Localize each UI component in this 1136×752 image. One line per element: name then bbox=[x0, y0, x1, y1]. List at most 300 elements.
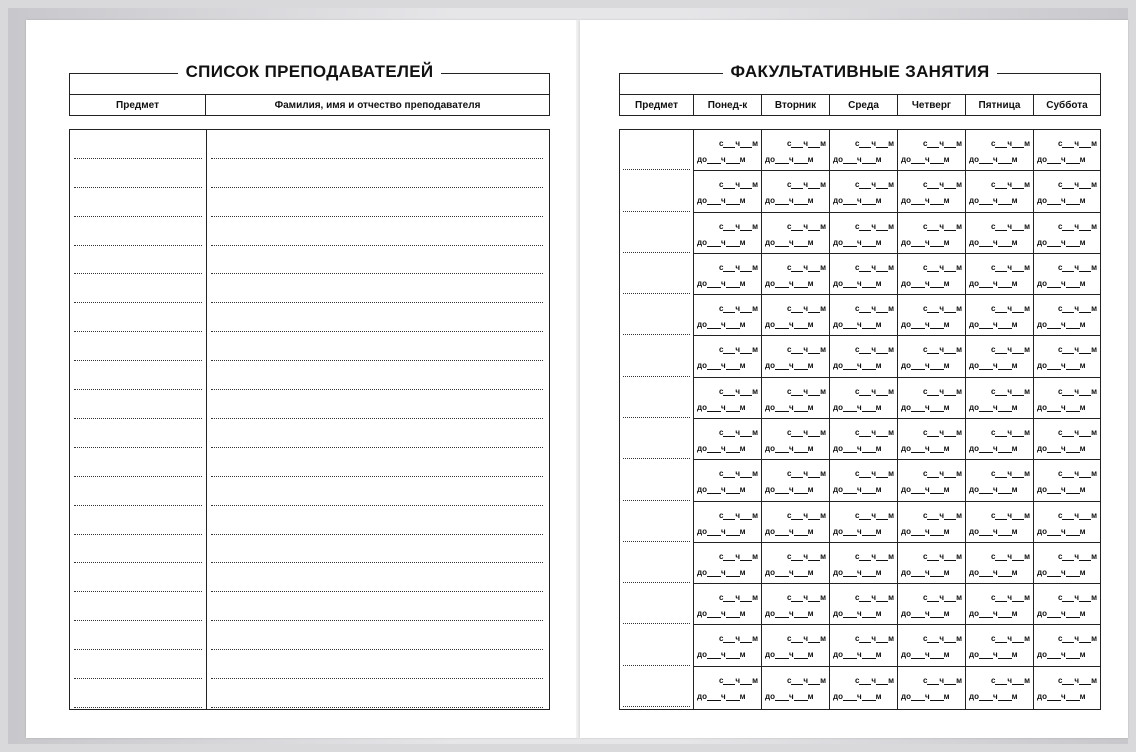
time-to-line: до ч м bbox=[901, 609, 950, 619]
time-slot bbox=[694, 543, 761, 584]
column-subject: Предмет bbox=[620, 95, 694, 115]
time-from-line: с ч м bbox=[1057, 221, 1097, 231]
time-to-line: до ч м bbox=[697, 691, 746, 701]
time-from-line: с ч м bbox=[718, 428, 758, 437]
time-slot bbox=[966, 213, 1033, 254]
time-to-line: до ч м bbox=[969, 650, 1018, 660]
time-from-line: с ч м bbox=[922, 634, 962, 644]
time-from-line: с ч м bbox=[718, 551, 758, 561]
time-from-line: с ч м bbox=[922, 180, 962, 190]
time-to-line: до ч м bbox=[1037, 196, 1086, 206]
time-to-line: до ч м bbox=[697, 155, 746, 164]
day-column-thursday bbox=[898, 130, 966, 709]
time-slot bbox=[694, 336, 761, 377]
subject-line bbox=[623, 665, 690, 666]
time-from-line: с ч м bbox=[854, 634, 894, 644]
time-slot bbox=[762, 502, 829, 543]
time-to-line: до ч м bbox=[765, 155, 814, 164]
time-slot bbox=[694, 254, 761, 295]
time-slot bbox=[1034, 130, 1100, 171]
time-to-line: до ч м bbox=[833, 567, 882, 577]
time-slot bbox=[966, 130, 1033, 171]
time-from-line: с ч м bbox=[786, 139, 826, 148]
time-to-line: до ч м bbox=[833, 650, 882, 660]
time-to-line: до ч м bbox=[765, 609, 814, 619]
time-from-line: с ч м bbox=[786, 386, 826, 396]
teacher-row bbox=[70, 419, 549, 448]
time-slot bbox=[1034, 213, 1100, 254]
time-slot bbox=[1034, 419, 1100, 460]
time-from-line: с ч м bbox=[854, 345, 894, 355]
time-from-line: с ч м bbox=[718, 469, 758, 479]
time-to-line: до ч м bbox=[833, 485, 882, 495]
time-to-line: до ч м bbox=[833, 278, 882, 288]
time-from-line: с ч м bbox=[718, 262, 758, 272]
time-from-line: с ч м bbox=[786, 221, 826, 231]
teachers-title-wrap bbox=[70, 62, 549, 82]
teacher-row bbox=[70, 535, 549, 564]
time-to-line: до ч м bbox=[969, 196, 1018, 206]
time-slot bbox=[898, 460, 965, 501]
time-slot bbox=[830, 419, 897, 460]
time-slot bbox=[830, 378, 897, 419]
time-to-line: до ч м bbox=[697, 650, 746, 660]
time-from-line: с ч м bbox=[786, 304, 826, 314]
teacher-row bbox=[70, 217, 549, 246]
time-from-line: с ч м bbox=[990, 634, 1030, 644]
time-slot bbox=[762, 213, 829, 254]
time-from-line: с ч м bbox=[990, 510, 1030, 520]
time-slot bbox=[830, 667, 897, 708]
time-from-line: с ч м bbox=[854, 593, 894, 603]
time-slot bbox=[1034, 171, 1100, 212]
time-slot bbox=[898, 502, 965, 543]
time-from-line: с ч м bbox=[990, 180, 1030, 190]
time-from-line: с ч м bbox=[1057, 304, 1097, 314]
time-slot bbox=[966, 625, 1033, 666]
time-to-line: до ч м bbox=[1037, 650, 1086, 660]
time-slot bbox=[762, 171, 829, 212]
time-slot bbox=[898, 378, 965, 419]
time-slot bbox=[694, 130, 761, 171]
time-from-line: с ч м bbox=[922, 428, 962, 437]
time-slot bbox=[762, 295, 829, 336]
time-from-line: с ч м bbox=[786, 180, 826, 190]
time-from-line: с ч м bbox=[1057, 675, 1097, 685]
time-to-line: до ч м bbox=[901, 196, 950, 206]
teacher-row bbox=[70, 592, 549, 621]
time-slot bbox=[1034, 584, 1100, 625]
time-from-line: с ч м bbox=[786, 469, 826, 479]
time-to-line: до ч м bbox=[833, 402, 882, 412]
time-to-line: до ч м bbox=[833, 526, 882, 536]
time-slot bbox=[830, 295, 897, 336]
time-slot bbox=[898, 584, 965, 625]
time-to-line: до ч м bbox=[697, 278, 746, 288]
time-to-line: до ч м bbox=[833, 691, 882, 701]
time-slot bbox=[762, 254, 829, 295]
time-from-line: с ч м bbox=[922, 221, 962, 231]
time-from-line: с ч м bbox=[786, 510, 826, 520]
electives-title: ФАКУЛЬТАТИВНЫЕ ЗАНЯТИЯ bbox=[723, 62, 998, 81]
time-slot bbox=[1034, 295, 1100, 336]
subject-line bbox=[623, 376, 690, 377]
teacher-name-line bbox=[211, 707, 543, 708]
time-to-line: до ч м bbox=[1037, 485, 1086, 495]
time-to-line: до ч м bbox=[765, 526, 814, 536]
time-slot bbox=[898, 254, 965, 295]
day-column-monday bbox=[694, 130, 762, 709]
time-from-line: с ч м bbox=[1057, 428, 1097, 437]
time-slot bbox=[830, 584, 897, 625]
time-to-line: до ч м bbox=[1037, 567, 1086, 577]
time-slot bbox=[762, 625, 829, 666]
time-from-line: с ч м bbox=[854, 221, 894, 231]
time-to-line: до ч м bbox=[901, 526, 950, 536]
time-to-line: до ч м bbox=[969, 320, 1018, 330]
time-slot bbox=[830, 625, 897, 666]
time-to-line: до ч м bbox=[969, 609, 1018, 619]
time-slot bbox=[966, 378, 1033, 419]
time-from-line: с ч м bbox=[854, 551, 894, 561]
time-from-line: с ч м bbox=[922, 593, 962, 603]
time-to-line: до ч м bbox=[833, 609, 882, 619]
time-slot bbox=[966, 295, 1033, 336]
time-to-line: до ч м bbox=[1037, 278, 1086, 288]
time-to-line: до ч м bbox=[1037, 237, 1086, 247]
column-saturday: Суббота bbox=[1046, 99, 1088, 111]
time-from-line: с ч м bbox=[854, 469, 894, 479]
teacher-row bbox=[70, 390, 549, 419]
teacher-row bbox=[70, 246, 549, 275]
time-to-line: до ч м bbox=[697, 361, 746, 371]
time-slot bbox=[966, 419, 1033, 460]
time-slot bbox=[898, 171, 965, 212]
subject-line bbox=[623, 706, 690, 707]
time-slot bbox=[762, 460, 829, 501]
teacher-row bbox=[70, 361, 549, 390]
time-from-line: с ч м bbox=[1057, 386, 1097, 396]
time-from-line: с ч м bbox=[786, 593, 826, 603]
subject-column bbox=[620, 130, 694, 709]
time-slot bbox=[694, 667, 761, 708]
column-teacher-name: Фамилия, имя и отчество преподавателя bbox=[274, 99, 481, 111]
time-slot bbox=[1034, 502, 1100, 543]
time-from-line: с ч м bbox=[718, 386, 758, 396]
teacher-row bbox=[70, 275, 549, 304]
column-thursday: Четверг bbox=[898, 95, 966, 115]
time-from-line: с ч м bbox=[1057, 345, 1097, 355]
time-to-line: до ч м bbox=[901, 650, 950, 660]
time-to-line: до ч м bbox=[765, 196, 814, 206]
time-slot bbox=[1034, 543, 1100, 584]
time-from-line: с ч м bbox=[922, 262, 962, 272]
time-slot bbox=[1034, 625, 1100, 666]
time-slot bbox=[762, 543, 829, 584]
time-from-line: с ч м bbox=[718, 675, 758, 685]
time-from-line: с ч м bbox=[718, 345, 758, 355]
time-to-line: до ч м bbox=[901, 361, 950, 371]
time-from-line: с ч м bbox=[854, 139, 894, 148]
subject-line bbox=[623, 417, 690, 418]
time-to-line: до ч м bbox=[833, 237, 882, 247]
time-to-line: до ч м bbox=[969, 485, 1018, 495]
time-from-line: с ч м bbox=[990, 139, 1030, 148]
time-slot bbox=[830, 502, 897, 543]
time-from-line: с ч м bbox=[922, 551, 962, 561]
time-slot bbox=[898, 419, 965, 460]
time-from-line: с ч м bbox=[922, 675, 962, 685]
subject-line bbox=[623, 582, 690, 583]
subject-line bbox=[74, 707, 202, 708]
column-subject: Предмет bbox=[70, 95, 206, 115]
time-slot bbox=[830, 336, 897, 377]
time-from-line: с ч м bbox=[990, 386, 1030, 396]
time-slot bbox=[1034, 378, 1100, 419]
time-from-line: с ч м bbox=[990, 469, 1030, 479]
time-slot bbox=[694, 584, 761, 625]
time-slot bbox=[966, 254, 1033, 295]
time-from-line: с ч м bbox=[922, 510, 962, 520]
time-slot bbox=[1034, 667, 1100, 708]
day-column-saturday bbox=[1034, 130, 1100, 709]
teacher-row bbox=[70, 650, 549, 679]
time-to-line: до ч м bbox=[833, 320, 882, 330]
teachers-header bbox=[69, 62, 550, 116]
time-from-line: с ч м bbox=[718, 593, 758, 603]
time-from-line: с ч м bbox=[990, 428, 1030, 437]
time-to-line: до ч м bbox=[765, 691, 814, 701]
teacher-row bbox=[70, 448, 549, 477]
right-page bbox=[580, 20, 1128, 738]
subject-line bbox=[623, 541, 690, 542]
column-friday: Пятница bbox=[966, 95, 1034, 115]
time-from-line: с ч м bbox=[718, 180, 758, 190]
time-slot bbox=[694, 419, 761, 460]
time-to-line: до ч м bbox=[969, 155, 1018, 164]
time-to-line: до ч м bbox=[765, 485, 814, 495]
time-slot bbox=[830, 254, 897, 295]
time-to-line: до ч м bbox=[697, 402, 746, 412]
subject-line bbox=[623, 211, 690, 212]
time-from-line: с ч м bbox=[786, 262, 826, 272]
time-from-line: с ч м bbox=[854, 262, 894, 272]
time-slot bbox=[694, 460, 761, 501]
time-from-line: с ч м bbox=[1057, 551, 1097, 561]
time-to-line: до ч м bbox=[697, 444, 746, 453]
time-to-line: до ч м bbox=[901, 485, 950, 495]
time-from-line: с ч м bbox=[922, 304, 962, 314]
time-to-line: до ч м bbox=[901, 237, 950, 247]
time-from-line: с ч м bbox=[854, 510, 894, 520]
time-to-line: до ч м bbox=[765, 278, 814, 288]
time-slot bbox=[762, 667, 829, 708]
teachers-table bbox=[69, 129, 550, 710]
time-from-line: с ч м bbox=[1057, 510, 1097, 520]
time-to-line: до ч м bbox=[833, 444, 882, 453]
electives-header bbox=[619, 62, 1101, 116]
time-slot bbox=[830, 460, 897, 501]
time-from-line: с ч м bbox=[1057, 469, 1097, 479]
time-slot bbox=[830, 213, 897, 254]
time-slot bbox=[898, 625, 965, 666]
time-slot bbox=[762, 419, 829, 460]
time-to-line: до ч м bbox=[765, 361, 814, 371]
teacher-row bbox=[70, 159, 549, 188]
subject-line bbox=[623, 334, 690, 335]
teacher-row bbox=[70, 621, 549, 650]
teacher-row bbox=[70, 564, 549, 593]
time-to-line: до ч м bbox=[969, 526, 1018, 536]
teacher-row bbox=[70, 303, 549, 332]
day-column-wednesday bbox=[830, 130, 898, 709]
time-from-line: с ч м bbox=[922, 386, 962, 396]
time-slot bbox=[966, 667, 1033, 708]
time-to-line: до ч м bbox=[901, 278, 950, 288]
teacher-row bbox=[70, 506, 549, 535]
time-to-line: до ч м bbox=[1037, 526, 1086, 536]
column-tuesday: Вторник bbox=[762, 95, 830, 115]
time-to-line: до ч м bbox=[697, 526, 746, 536]
time-to-line: до ч м bbox=[901, 444, 950, 453]
time-to-line: до ч м bbox=[833, 155, 882, 164]
time-to-line: до ч м bbox=[697, 609, 746, 619]
time-from-line: с ч м bbox=[990, 221, 1030, 231]
time-to-line: до ч м bbox=[1037, 155, 1086, 164]
time-from-line: с ч м bbox=[922, 469, 962, 479]
time-slot bbox=[898, 295, 965, 336]
time-slot bbox=[762, 336, 829, 377]
subject-line bbox=[623, 252, 690, 253]
notebook-spread bbox=[8, 8, 1128, 744]
time-from-line: с ч м bbox=[718, 139, 758, 148]
time-from-line: с ч м bbox=[922, 139, 962, 148]
time-slot bbox=[694, 378, 761, 419]
time-slot bbox=[694, 625, 761, 666]
time-to-line: до ч м bbox=[1037, 402, 1086, 412]
time-to-line: до ч м bbox=[1037, 320, 1086, 330]
time-from-line: с ч м bbox=[786, 675, 826, 685]
time-slot bbox=[898, 667, 965, 708]
time-slot bbox=[1034, 336, 1100, 377]
time-to-line: до ч м bbox=[901, 691, 950, 701]
subject-line bbox=[623, 458, 690, 459]
time-to-line: до ч м bbox=[697, 567, 746, 577]
time-to-line: до ч м bbox=[697, 320, 746, 330]
time-from-line: с ч м bbox=[854, 428, 894, 437]
subject-line bbox=[623, 623, 690, 624]
time-from-line: с ч м bbox=[718, 304, 758, 314]
time-slot bbox=[898, 130, 965, 171]
time-slot bbox=[694, 295, 761, 336]
electives-columns bbox=[620, 94, 1100, 115]
time-to-line: до ч м bbox=[969, 402, 1018, 412]
electives-table bbox=[619, 129, 1101, 710]
time-from-line: с ч м bbox=[1057, 593, 1097, 603]
time-slot bbox=[1034, 460, 1100, 501]
time-to-line: до ч м bbox=[901, 155, 950, 164]
time-to-line: до ч м bbox=[765, 320, 814, 330]
time-to-line: до ч м bbox=[969, 691, 1018, 701]
time-from-line: с ч м bbox=[1057, 180, 1097, 190]
time-to-line: до ч м bbox=[697, 237, 746, 247]
time-from-line: с ч м bbox=[990, 675, 1030, 685]
time-slot bbox=[966, 502, 1033, 543]
time-slot bbox=[830, 171, 897, 212]
day-column-friday bbox=[966, 130, 1034, 709]
time-from-line: с ч м bbox=[786, 428, 826, 437]
time-to-line: до ч м bbox=[1037, 691, 1086, 701]
teacher-row bbox=[70, 679, 549, 708]
time-from-line: с ч м bbox=[786, 345, 826, 355]
time-to-line: до ч м bbox=[901, 567, 950, 577]
time-slot bbox=[762, 378, 829, 419]
time-to-line: до ч м bbox=[969, 567, 1018, 577]
time-to-line: до ч м bbox=[901, 402, 950, 412]
time-to-line: до ч м bbox=[969, 278, 1018, 288]
time-to-line: до ч м bbox=[1037, 444, 1086, 453]
teacher-row bbox=[70, 188, 549, 217]
time-slot bbox=[966, 543, 1033, 584]
time-to-line: до ч м bbox=[1037, 609, 1086, 619]
time-from-line: с ч м bbox=[990, 304, 1030, 314]
time-slot bbox=[966, 171, 1033, 212]
time-from-line: с ч м bbox=[1057, 262, 1097, 272]
day-column-tuesday bbox=[762, 130, 830, 709]
time-from-line: с ч м bbox=[718, 634, 758, 644]
time-slot bbox=[762, 584, 829, 625]
time-slot bbox=[898, 543, 965, 584]
time-from-line: с ч м bbox=[718, 221, 758, 231]
time-to-line: до ч м bbox=[1037, 361, 1086, 371]
subject-line bbox=[623, 169, 690, 170]
time-from-line: с ч м bbox=[1057, 634, 1097, 644]
time-slot bbox=[898, 213, 965, 254]
time-to-line: до ч м bbox=[901, 320, 950, 330]
subject-line bbox=[623, 500, 690, 501]
time-slot bbox=[898, 336, 965, 377]
teacher-row bbox=[70, 477, 549, 506]
time-to-line: до ч м bbox=[833, 196, 882, 206]
time-from-line: с ч м bbox=[990, 345, 1030, 355]
time-from-line: с ч м bbox=[854, 304, 894, 314]
time-to-line: до ч м bbox=[765, 650, 814, 660]
time-slot bbox=[694, 171, 761, 212]
time-from-line: с ч м bbox=[854, 675, 894, 685]
time-to-line: до ч м bbox=[969, 361, 1018, 371]
time-to-line: до ч м bbox=[833, 361, 882, 371]
time-from-line: с ч м bbox=[990, 551, 1030, 561]
time-from-line: с ч м bbox=[990, 593, 1030, 603]
teacher-row bbox=[70, 332, 549, 361]
time-slot bbox=[694, 213, 761, 254]
time-slot bbox=[966, 584, 1033, 625]
time-slot bbox=[1034, 254, 1100, 295]
time-to-line: до ч м bbox=[765, 567, 814, 577]
left-page bbox=[26, 20, 578, 738]
teacher-row bbox=[70, 130, 549, 159]
time-slot bbox=[762, 130, 829, 171]
time-to-line: до ч м bbox=[765, 402, 814, 412]
time-from-line: с ч м bbox=[990, 262, 1030, 272]
time-slot bbox=[694, 502, 761, 543]
time-from-line: с ч м bbox=[718, 510, 758, 520]
time-slot bbox=[966, 460, 1033, 501]
time-slot bbox=[966, 336, 1033, 377]
time-from-line: с ч м bbox=[922, 345, 962, 355]
teachers-title: СПИСОК ПРЕПОДАВАТЕЛЕЙ bbox=[178, 62, 442, 81]
time-to-line: до ч м bbox=[765, 237, 814, 247]
